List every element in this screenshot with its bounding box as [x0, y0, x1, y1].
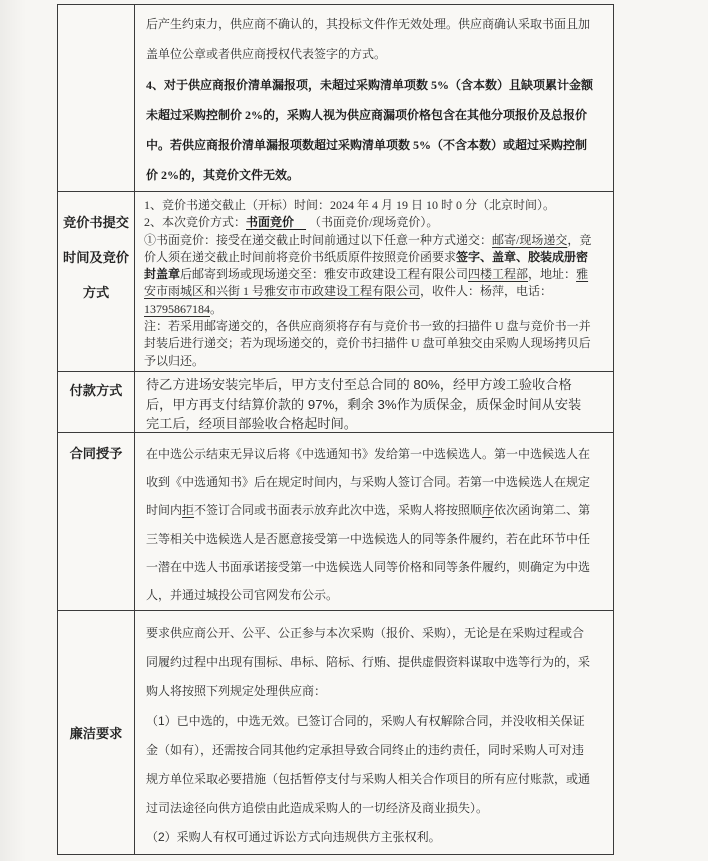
- text-segment: 签字、盖章、胶装成册密: [456, 249, 589, 264]
- row-content-cell: [135, 192, 613, 371]
- row-header-cell: [58, 372, 135, 432]
- text-line: [146, 794, 607, 823]
- text-segment: 封装后进行递交；若为现场递交的，竞价书扫描件 U 盘可单独交由采购人现场拷贝后: [144, 336, 591, 351]
- row-content-cell: [135, 433, 613, 610]
- text-line: [146, 440, 607, 468]
- text-line: [144, 249, 607, 266]
- text-segment: 四楼工程部: [468, 267, 529, 282]
- text-line: [144, 318, 607, 335]
- text-segment: 序: [482, 503, 495, 518]
- text-segment: （2）采购人有权可通过诉讼方式向违规供方主张权利。: [146, 830, 441, 845]
- text-segment: 1、竞价书递交截止（开标）时间：2024 年 4 月 19 日 10 时 0 分（北京时间）。: [144, 198, 556, 212]
- text-segment: 在中选公示结束无异议后将《中选通知书》发给第一中选候选人。第一中选候选人在: [146, 447, 591, 461]
- text-line: [146, 39, 607, 69]
- text-line: [146, 100, 607, 130]
- text-segment: ，竞: [567, 232, 592, 247]
- text-line: [146, 160, 607, 190]
- text-line: [146, 648, 607, 677]
- text-segment: 4、对于供应商报价清单漏报项，未超过采购清单项数 5%（含本数）且缺项累计金额: [146, 77, 594, 92]
- text-segment: 安市雨城区和兴街 1 号雅安市市政建设工程有限公司: [144, 284, 421, 299]
- row-invalid-bid-rules-continued: [58, 5, 613, 192]
- text-line: [146, 70, 607, 100]
- text-line: [146, 581, 607, 609]
- text-segment: 盖单位公章或者供应商授权代表签字的方式。: [146, 47, 387, 62]
- row-content-cell: [135, 372, 613, 432]
- text-segment: 规方单位采取必要措施（包括暂停支付与采购人相关合作项目的所有应付账款，或通: [146, 772, 591, 787]
- text-line: [144, 283, 607, 300]
- text-line: [144, 232, 607, 249]
- text-line: [146, 395, 607, 415]
- text-line: [146, 553, 607, 581]
- text-segment: 时间内: [146, 503, 183, 518]
- text-segment: 未超过采购控制价 2%的，采购人视为供应商漏项价格包含在其他分项报价及总报价: [146, 107, 588, 122]
- text-line: [146, 375, 607, 395]
- row-header-cell: [58, 192, 135, 371]
- text-segment: 价人须在递交截止时间前将竞价书纸质原件按照竞价函要求: [144, 249, 457, 264]
- row-header-cell: [58, 5, 135, 191]
- text-segment: ，收件人：杨萍，电话：: [420, 284, 553, 299]
- procurement-terms-table: [57, 4, 614, 855]
- row-contract-award: [58, 433, 613, 611]
- text-line: [146, 619, 607, 648]
- text-segment: 2、本次竞价方式：: [144, 215, 247, 230]
- text-segment: 人，并通过城投公司官网发布公示。: [146, 588, 339, 603]
- text-segment: 同履约过程中出现有围标、串标、陪标、行贿、提供虚假资料谋取中选等行为的，采: [146, 655, 591, 670]
- text-segment: 购人将按照下列规定处理供应商：: [146, 684, 327, 699]
- text-line: [144, 353, 607, 370]
- text-segment: 三等相关中选候选人是否愿意接受第一中选候选人的同等条件履约，若在此环节中任: [146, 531, 591, 546]
- text-line: [144, 301, 607, 318]
- text-segment: 中。若供应商报价清单漏报项数超过采购清单项数 5%（不含本数）或超过采购控制: [146, 138, 588, 153]
- text-segment: 封盖章: [144, 267, 181, 282]
- text-segment: 予以归还。: [144, 353, 205, 368]
- text-segment: 后邮寄到场或现场递交至：雅安市政建设工程有限公司: [180, 267, 469, 282]
- text-segment: 拒: [182, 503, 195, 518]
- text-segment: （1）已中选的，中选无效。已签订合同的，采购人有权解除合同，并没收相关保证: [146, 713, 585, 728]
- text-segment: 雅: [576, 267, 589, 282]
- row-payment-terms: [58, 372, 613, 433]
- row-header-label: 时间及竞价: [63, 250, 129, 265]
- text-segment: 金（如有），还需按合同其他约定承担导致合同终止的违约责任，同时采购人可对违: [146, 742, 585, 757]
- text-line: [144, 197, 607, 214]
- text-segment: 邮寄/现场递交: [492, 232, 568, 247]
- text-segment: 要求供应商公开、公平、公正参与本次采购（报价、采购），无论是在采购过程或合: [146, 626, 585, 640]
- text-line: [146, 130, 607, 160]
- row-header-label: 竞价书提交: [63, 215, 129, 230]
- text-segment: 依次函询第二、第: [494, 503, 591, 518]
- text-line: [146, 707, 607, 736]
- row-header-cell: [58, 433, 135, 610]
- row-bid-submission-time-and-method: [58, 192, 613, 372]
- text-segment: 。: [210, 301, 223, 316]
- text-line: [146, 468, 607, 496]
- text-line: [144, 335, 607, 352]
- row-header-label: 合同授予: [69, 446, 123, 461]
- text-segment: 注：若采用邮寄递交的，各供应商须将存有与竞价书一致的扫描件 U 盘与竞价书一并: [144, 319, 591, 334]
- text-line: [146, 677, 607, 706]
- text-segment: 价 2%的，其竞价文件无效。: [146, 168, 300, 183]
- text-segment: 不签订合同或书面表示放弃此次中选，采购人将按照顺: [194, 503, 483, 518]
- row-integrity-requirements: [58, 611, 613, 854]
- row-content-cell: [135, 5, 613, 191]
- text-line: [146, 9, 607, 39]
- text-line: [144, 266, 607, 283]
- row-header-label: 付款方式: [69, 383, 123, 398]
- text-line: [146, 823, 607, 852]
- text-line: [146, 414, 607, 432]
- row-header-cell: [58, 611, 135, 854]
- row-header-label: 廉洁要求: [69, 726, 123, 741]
- text-segment: 收到《中选通知书》后在规定时间内，与采购人签订合同。若第一中选候选人在规定: [146, 475, 591, 490]
- text-segment: ①书面竞价：接受在递交截止时间前通过以下任意一种方式递交：: [144, 232, 493, 247]
- text-segment: 书面竞价: [246, 215, 307, 230]
- row-header-label: 方式: [82, 285, 110, 300]
- text-segment: 13795867184: [144, 301, 210, 316]
- text-segment: 后，甲方再支付结算价款的 97%，剩余 3%作为质保金，质保金时间从安装: [146, 396, 582, 412]
- text-line: [146, 525, 607, 553]
- text-segment: （书面竞价/现场竞价）。: [306, 215, 439, 230]
- text-line: [144, 214, 607, 231]
- row-content-cell: [135, 611, 613, 854]
- text-segment: 完工后，经项目部验收合格起时间。: [146, 416, 357, 431]
- text-segment: 一潜在中选人书面承诺接受第一中选候选人同等价格和同等条件履约，则确定为中选: [146, 559, 591, 574]
- text-segment: ，地址：: [528, 267, 577, 282]
- text-segment: 后产生约束力，供应商不确认的，其投标文件作无效处理。供应商确认采取书面且加: [146, 17, 591, 31]
- text-line: [146, 496, 607, 524]
- text-line: [146, 765, 607, 794]
- text-line: [146, 736, 607, 765]
- text-segment: 待乙方进场安装完毕后，甲方支付至总合同的 80%，经甲方竣工验收合格: [146, 377, 572, 392]
- text-segment: 过司法途径向供方追偿由此造成采购人的一切经济及商业损失）。: [146, 801, 489, 816]
